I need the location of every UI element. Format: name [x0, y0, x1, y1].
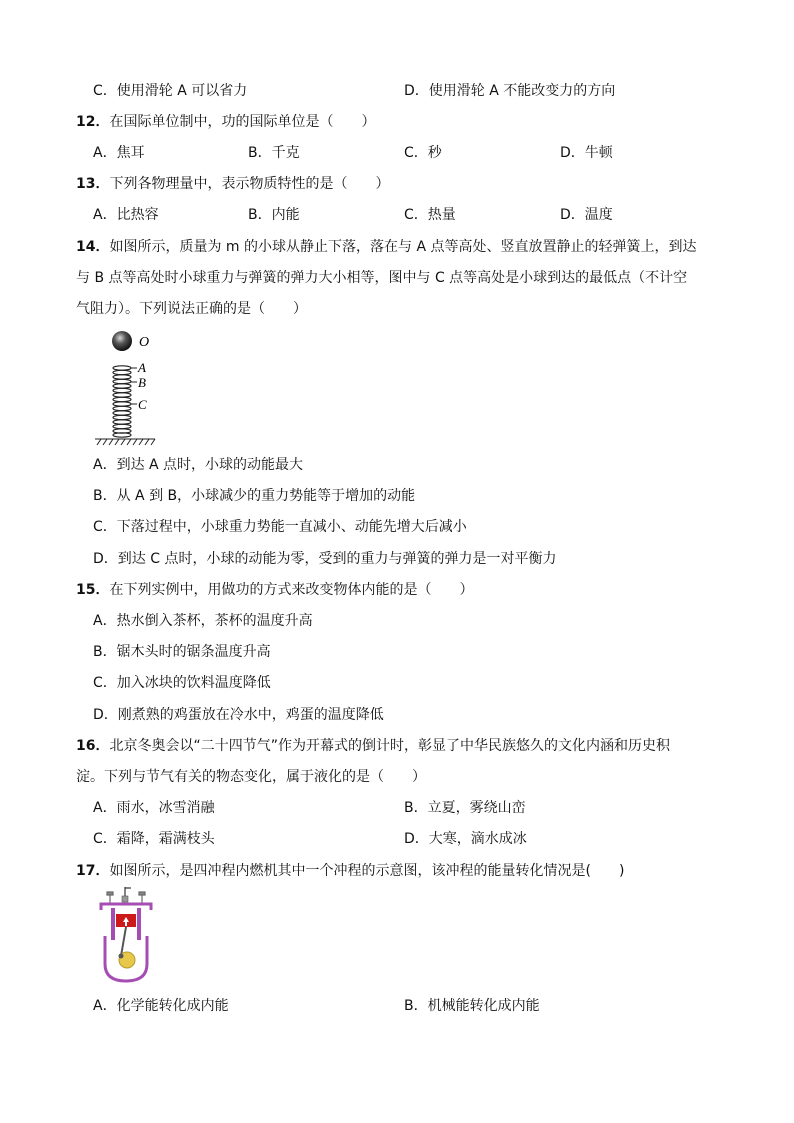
q17-option-b: B．机械能转化成内能 [404, 998, 540, 1014]
q15-option-d: D．刚煮熟的鸡蛋放在冷水中，鸡蛋的温度降低 [93, 707, 384, 723]
cylinder-right-wall [137, 908, 141, 940]
label-b: B [138, 375, 146, 390]
q15-number: 15． [76, 582, 110, 598]
spark-plug [125, 887, 131, 897]
q16-stem-line1 [76, 736, 670, 756]
spring-coils [113, 366, 131, 437]
q13-option-b: B．内能 [248, 207, 300, 223]
q13-text: 下列各物理量中，表示物质特性的是（ ） [109, 176, 390, 192]
q13-option-a: A．比热容 [93, 207, 159, 223]
q17-option-a: A．化学能转化成内能 [93, 998, 229, 1014]
q17-text: 如图所示，是四冲程内燃机其中一个冲程的示意图，该冲程的能量转化情况是( ) [109, 863, 625, 879]
q14-option-d: D．到达 C 点时，小球的动能为零，受到的重力与弹簧的弹力是一对平衡力 [93, 551, 557, 567]
q14-option-a: A．到达 A 点时，小球的动能最大 [93, 457, 304, 473]
q16-option-a: A．雨水，冰雪消融 [93, 800, 215, 816]
q12-stem [76, 112, 375, 132]
q13-number: 13． [76, 176, 110, 192]
q12-number: 12． [76, 114, 110, 130]
cylinder-head [101, 904, 151, 910]
spark-plug-body [122, 896, 128, 902]
level-marks [131, 368, 137, 404]
q14-stem-line3: 气阻力）。下列说法正确的是（ ） [76, 301, 307, 317]
q17-number: 17． [76, 863, 110, 879]
q15-option-c: C．加入冰块的饮料温度降低 [93, 675, 271, 691]
label-o: O [139, 335, 150, 350]
label-a: A [138, 360, 146, 375]
q14-option-c: C．下落过程中，小球重力势能一直减小、动能先增大后减小 [93, 519, 467, 535]
connecting-rod [121, 927, 126, 956]
q13-option-c: C．热量 [404, 207, 456, 223]
q12-option-a: A．焦耳 [93, 145, 145, 161]
q16-number: 16． [76, 738, 110, 754]
q14-stem-line1 [76, 237, 697, 257]
q14-option-b: B．从 A 到 B，小球减少的重力势能等于增加的动能 [93, 488, 416, 504]
q15-option-a: A．热水倒入茶杯，茶杯的温度升高 [93, 613, 313, 629]
q16-option-d: D．大寒，滴水成冰 [404, 831, 527, 847]
q12-option-c: C．秒 [404, 145, 442, 161]
spring-ball-figure [93, 328, 163, 446]
q13-stem [76, 174, 389, 194]
q11-option-d: D．使用滑轮 A 不能改变力的方向 [404, 83, 616, 99]
q12-option-b: B．千克 [248, 145, 300, 161]
ball [112, 331, 132, 351]
q17-stem [76, 861, 624, 881]
q15-stem [76, 580, 473, 600]
q13-option-d: D．温度 [560, 207, 613, 223]
q14-number: 14． [76, 239, 110, 255]
label-c: C [138, 397, 147, 412]
q16-stem-line2: 淀。下列与节气有关的物态变化，属于液化的是（ ） [76, 769, 426, 785]
q15-text: 在下列实例中，用做功的方式来改变物体内能的是（ ） [109, 582, 474, 598]
engine-stroke-figure [97, 886, 159, 986]
q12-option-d: D．牛顿 [560, 145, 613, 161]
q16-text-1: 北京冬奥会以“二十四节气”作为开幕式的倒计时，彰显了中华民族悠久的文化内涵和历史积 [109, 738, 670, 754]
q11-option-c: C．使用滑轮 A 可以省力 [93, 83, 248, 99]
q15-option-b: B．锯木头时的锯条温度升高 [93, 644, 271, 660]
q16-option-b: B．立夏，雾绕山峦 [404, 800, 526, 816]
cylinder-left-wall [111, 908, 115, 940]
q14-text-1: 如图所示，质量为 m 的小球从静止下落，落在与 A 点等高处、竖直放置静止的轻弹簧上，到达 [109, 239, 697, 255]
ground [95, 439, 155, 445]
q12-text: 在国际单位制中，功的国际单位是（ ） [109, 114, 376, 130]
crank-pin [119, 954, 124, 959]
q14-stem-line2: 与 B 点等高处时小球重力与弹簧的弹力大小相等，图中与 C 点等高处是小球到达的最低点（不计空 [76, 270, 688, 286]
q16-option-c: C．霜降，霜满枝头 [93, 831, 215, 847]
